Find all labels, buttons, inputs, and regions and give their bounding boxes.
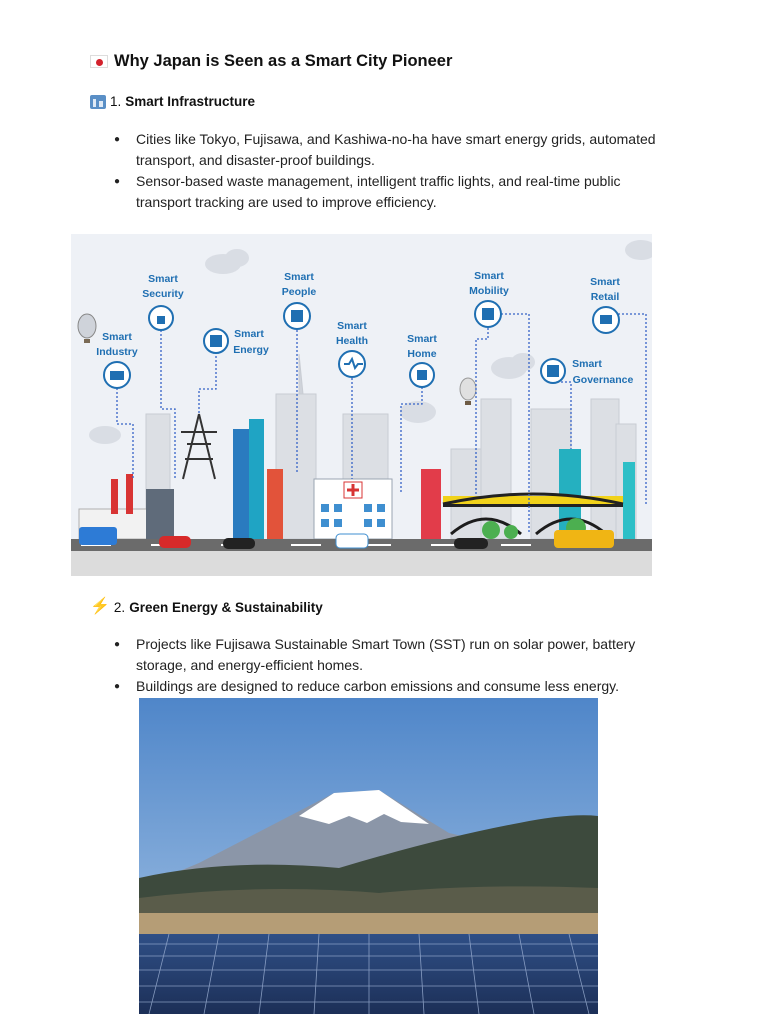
japan-flag-icon: [90, 55, 108, 68]
page-title: Why Japan is Seen as a Smart City Pioneer: [114, 52, 453, 70]
section-1-heading: [90, 94, 255, 109]
smart-industry-label-line1: Smart: [102, 331, 132, 343]
smart-mobility-label-line2: Mobility: [469, 285, 509, 297]
section-2-title: Green Energy & Sustainability: [129, 599, 323, 615]
cityscape-icon: [90, 95, 106, 109]
smart-security-label-line1: Smart: [148, 273, 178, 285]
section-1-title: Smart Infrastructure: [125, 94, 256, 109]
list-item: ● Projects like Fujisawa Sustainable Smart Town (SST) run on solar power, battery storage, and energy-efficient homes.: [114, 634, 694, 676]
section-1-bullet-list: [114, 129, 694, 213]
smart-security-label-line2: Security: [142, 288, 184, 300]
smart-industry-label-line2: Industry: [96, 346, 138, 358]
smart-governance-label-line1: Smart: [572, 358, 602, 370]
smart-home-label-line2: Home: [407, 348, 437, 360]
smart-energy-label-line2: Energy: [233, 344, 269, 356]
list-item: ● Sensor-based waste management, intelligent traffic lights, and real-time public transport tracking are used to improve efficiency.: [114, 171, 694, 213]
smart-people-label-line1: Smart: [284, 271, 314, 283]
smart-retail-label-line1: Smart: [590, 276, 620, 288]
section-2-heading: [90, 599, 323, 615]
list-item: ● Buildings are designed to reduce carbon emissions and consume less energy.: [114, 676, 694, 697]
smart-health-label-line2: Health: [335, 335, 369, 347]
smart-mobility-label-line1: Smart: [474, 270, 504, 282]
lightning-icon: ⚡: [90, 598, 110, 615]
section-1-number: 1.: [110, 94, 122, 109]
smart-people-label-line2: People: [281, 286, 317, 298]
section-2-number: 2.: [113, 599, 126, 615]
smart-governance-label-line2: Governance: [572, 374, 634, 386]
page-heading: [90, 52, 452, 71]
smart-energy-label-line1: Smart: [234, 328, 264, 340]
smart-health-label-line1: Smart: [337, 320, 367, 332]
mount-fuji-solar-photo: [139, 698, 598, 1014]
smart-retail-label-line2: Retail: [590, 291, 620, 303]
section-2-bullet-list: [114, 634, 694, 697]
smart-city-infographic: [71, 234, 652, 576]
smart-home-label-line1: Smart: [407, 333, 437, 345]
list-item: ● Cities like Tokyo, Fujisawa, and Kashiwa-no-ha have smart energy grids, automated transport, and disaster-proof buildings.: [114, 129, 694, 171]
